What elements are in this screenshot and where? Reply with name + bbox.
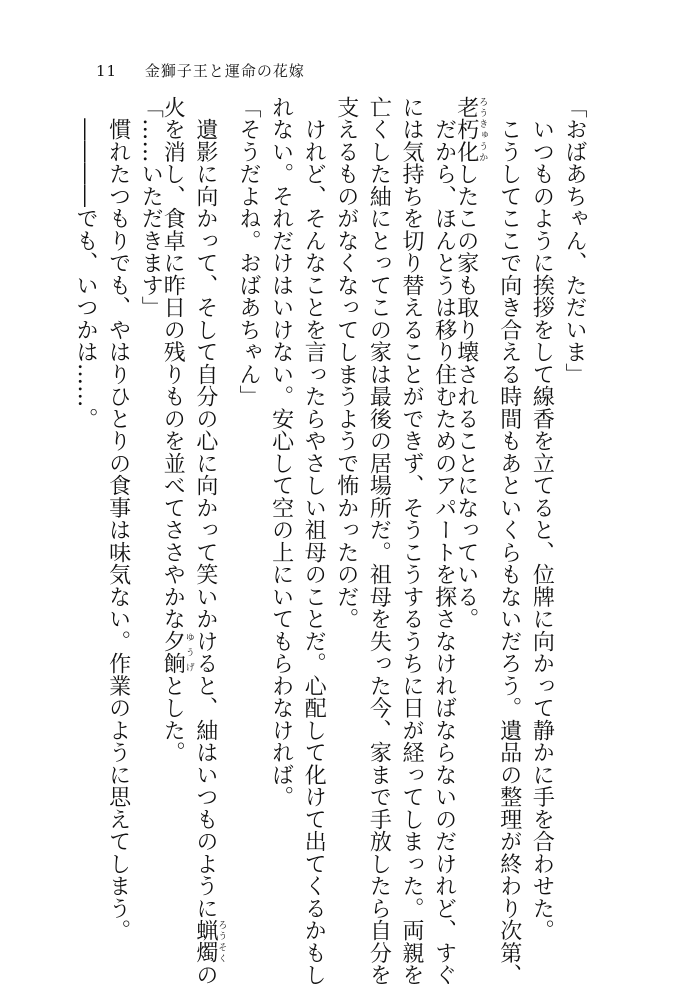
ruby-reading: ゆうげ: [183, 630, 194, 675]
text-column: [266, 96, 292, 808]
book-title: 金獅子王と運命の花嫁: [144, 62, 305, 80]
text-segment: 支えるものがなくなってしまうようで怖かったのだ。: [333, 96, 359, 630]
ruby-base: 夕餉: [160, 630, 186, 675]
text-segment: こうしてここで向き合える時間もあといくらもないだろう。遺品の整理が終わり次第、: [496, 96, 522, 986]
page-number: 11: [96, 62, 118, 80]
ruby-word: [453, 96, 488, 163]
text-segment: 亡くした紬にとってこの家は最後の居場所だ。祖母を失った今、家まで手放したら自分を: [366, 96, 392, 986]
text-column: [70, 96, 96, 430]
text-column: [103, 96, 129, 942]
text-column: [135, 96, 164, 319]
text-column: [453, 96, 488, 630]
text-segment: 慣れたつもりでも、やはりひとりの食事は味気ない。作業のように思えてしまう。: [105, 96, 131, 942]
text-column: [526, 96, 555, 942]
text-segment: 「そうだよね。おばあちゃん」: [236, 96, 261, 408]
text-column: [559, 96, 585, 385]
text-segment: れない。それだけはいけない。安心して空の上にいてもらわなければ。: [268, 96, 294, 808]
ruby-base: 蝋燭: [192, 919, 218, 964]
text-segment: 火を消し、食卓に昨日の残りものを並べてささやかな: [160, 96, 186, 630]
text-column: [331, 96, 357, 630]
text-column: [429, 96, 455, 986]
page-header: [96, 60, 305, 81]
text-segment: したこの家も取り壊されることになっている。: [453, 162, 479, 630]
ruby-word: [160, 630, 194, 675]
ruby-reading: ろうきゅうか: [477, 96, 488, 163]
text-segment: いつものように挨拶をして線香を立てると、位牌に向かって静かに手を合わせた。: [529, 96, 555, 942]
text-column: [233, 96, 259, 408]
text-column: [160, 96, 194, 764]
text-segment: 「……いただきます」: [138, 96, 164, 319]
text-column: [192, 96, 227, 986]
text-segment: 遺影に向かって、そして自分の心に向かって笑いかけると、紬はいつものように: [192, 96, 218, 920]
text-segment: ――――でも、いつかは……。: [73, 96, 98, 430]
text-column: [396, 96, 422, 986]
text-segment: には気持ちを切り替えることができず、そうこうするうちに日が経ってしまった。両親を: [399, 96, 424, 986]
ruby-word: [192, 919, 227, 964]
text-column: [363, 96, 392, 986]
text-column: [298, 96, 327, 986]
text-segment: の: [192, 963, 218, 986]
text-segment: とした。: [160, 674, 186, 764]
text-segment: 「おばあちゃん、ただいま」: [562, 96, 587, 386]
text-column: [494, 96, 520, 986]
text-segment: けれど、そんなことを言ったらやさしい祖母のことだ。心配して化けて出てくるかもし: [301, 96, 327, 986]
ruby-base: 老朽化: [453, 96, 479, 163]
text-segment: だから、ほんとうは移り住むためのアパートを探さなければならないのだけれど、すぐ: [431, 96, 457, 986]
ruby-reading: ろうそく: [216, 919, 227, 964]
